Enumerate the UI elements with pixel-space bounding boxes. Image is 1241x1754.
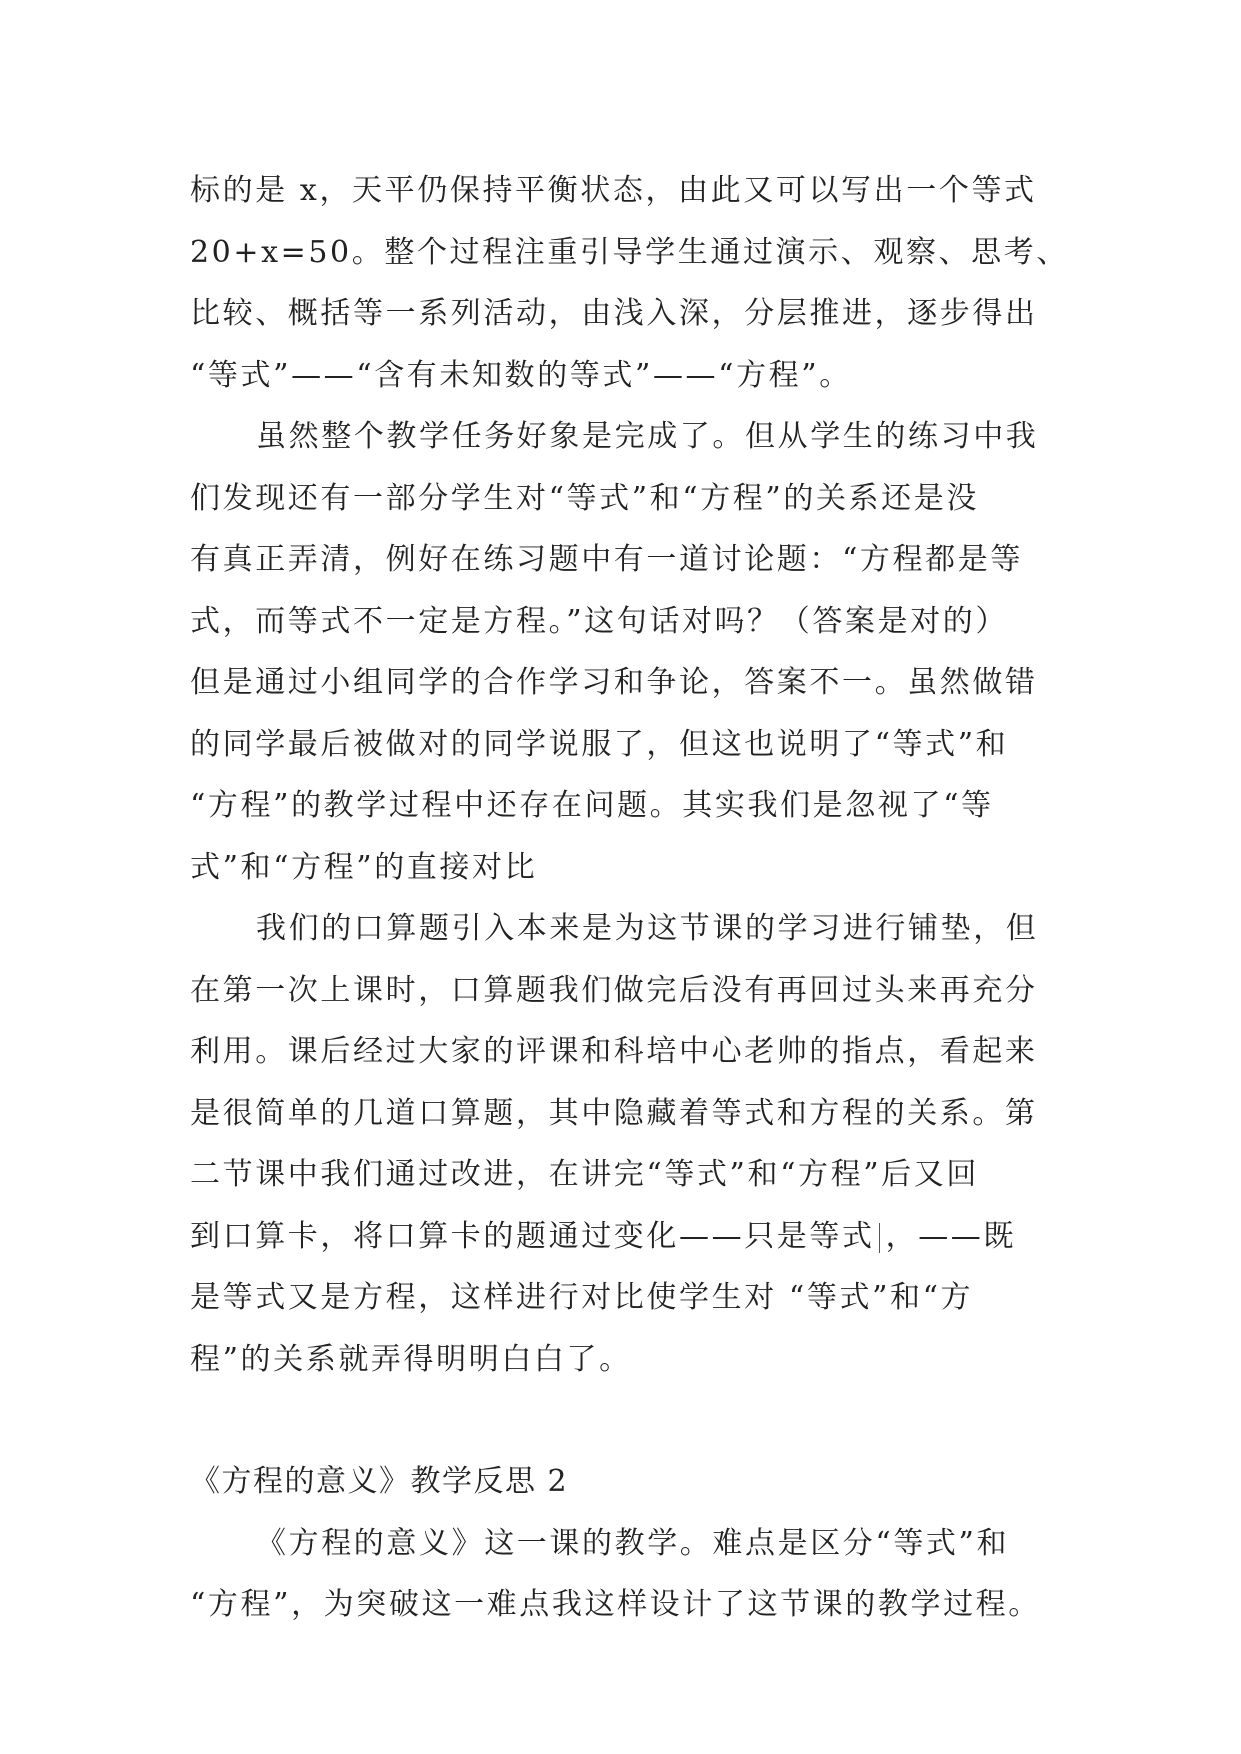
text-segment: 到口算卡，将口算卡的题通过变化——只是等式 (190, 1218, 875, 1254)
paragraph-gap (190, 1390, 1070, 1451)
text-line: 的同学最后被做对的同学说服了，但这也说明了“等式”和 (190, 726, 1009, 762)
section-title: 《方程的意义》教学反思 2 (190, 1464, 569, 1499)
text-line: “方程”，为突破这一难点我这样设计了这节课的教学过程。 (190, 1587, 1041, 1622)
text-line: 二节课中我们通过改进，在讲完“等式”和“方程”后又回 (190, 1157, 979, 1192)
text-line: 式”和“方程”的直接对比 (190, 849, 538, 885)
text-line: 20+x=50。整个过程注重引导学生通过演示、观察、思考、 (190, 234, 1069, 270)
text-line: 是等式又是方程，这样进行对比使学生对 “等式”和“方 (190, 1280, 974, 1315)
text-line: 有真正弄清，例好在练习题中有一道讨论题：“方程都是等 (190, 542, 1023, 577)
document-page (190, 160, 1070, 1636)
text-line: 但是通过小组同学的合作学习和争论，答案不一。虽然做错 (190, 665, 1038, 700)
text-line: “等式”——“含有未知数的等式”——“方程”。 (190, 357, 852, 393)
text-line: 虽然整个教学任务好象是完成了。但从学生的练习中我 (256, 419, 1039, 454)
paragraph-3 (190, 898, 1070, 1390)
paragraph-2 (190, 406, 1070, 898)
text-line: 式，而等式不一定是方程。”这句话对吗？（答案是对的） (190, 603, 1008, 639)
text-line: 在第一次上课时，口算题我们做完后没有再回过头来再充分 (190, 972, 1038, 1008)
text-line: 《方程的意义》这一课的教学。难点是区分“等式”和 (256, 1525, 1010, 1561)
text-line: 利用。课后经过大家的评课和科培中心老帅的指点，看起来 (190, 1034, 1038, 1069)
text-line: “方程”的教学过程中还存在问题。其实我们是忽视了“等 (190, 788, 994, 823)
text-segment: ，——既 (885, 1218, 1017, 1254)
text-line-with-cursor (190, 1206, 1070, 1268)
text-line: 我们的口算题引入本来是为这节课的学习进行铺垫，但 (256, 911, 1039, 946)
paragraph-1 (190, 160, 1070, 406)
text-line: 标的是 x，天平仍保持平衡状态，由此又可以写出一个等式 (190, 173, 1037, 208)
text-line: 们发现还有一部分学生对“等式”和“方程”的关系还是没 (190, 480, 979, 516)
paragraph-4 (190, 1513, 1070, 1636)
text-line: 程”的关系就弄得明明白白了。 (190, 1341, 632, 1377)
text-cursor-icon (879, 1223, 880, 1253)
text-line: 是很简单的几道口算题，其中隐藏着等式和方程的关系。第 (190, 1095, 1038, 1131)
text-line: 比较、概括等一系列活动，由浅入深，分层推进，逐步得出 (190, 296, 1038, 331)
